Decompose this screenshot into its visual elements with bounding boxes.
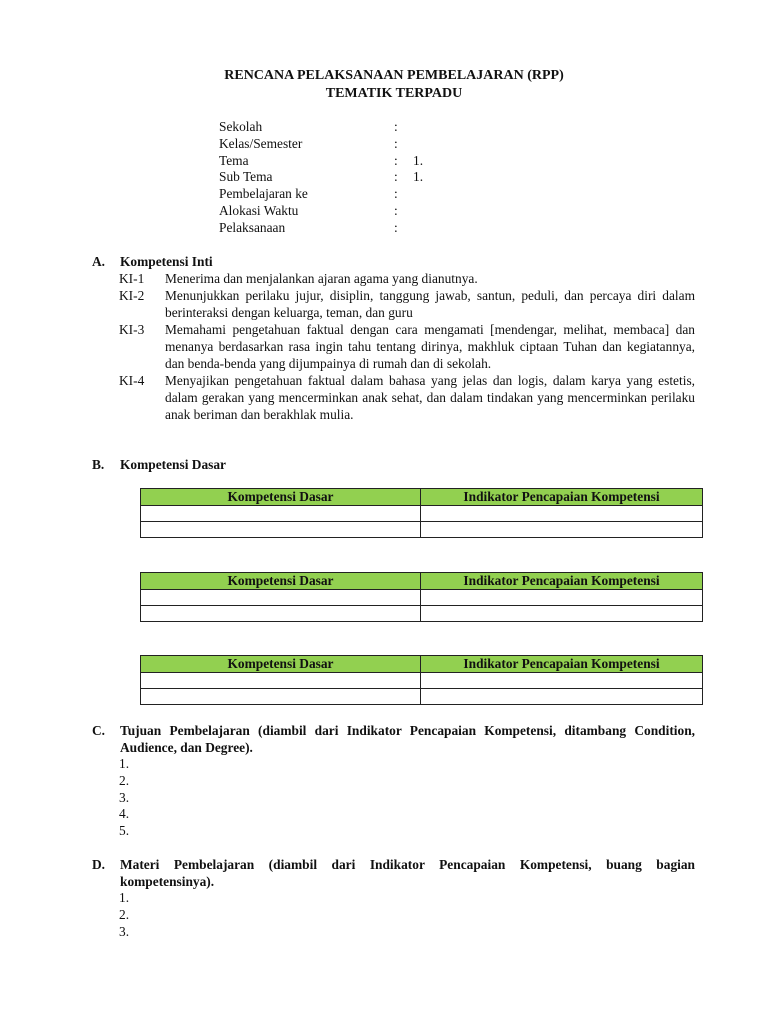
document-subtitle: TEMATIK TERPADU (325, 86, 463, 101)
table-cell[interactable] (421, 522, 703, 538)
ki-text: Menyajikan pengetahuan faktual dalam bahasa yang jelas dan logis, dalam karya yang estetis, dalam gerakan yang mencerminkan anak sehat, dan dalam tindakan yang mencerminkan perilaku anak beriman dan berakhlak mulia. (165, 373, 695, 422)
kd-table-3 (140, 655, 703, 705)
ki-item (119, 287, 695, 321)
table-cell[interactable] (421, 673, 703, 689)
meta-label: Pembelajaran ke (219, 186, 308, 202)
tujuan-list (119, 756, 129, 840)
meta-colon: : (394, 219, 398, 235)
meta-colon: : (394, 169, 398, 185)
table-cell[interactable] (421, 689, 703, 705)
meta-colon: : (394, 119, 398, 134)
table-row (141, 506, 703, 522)
list-item: 4. (119, 806, 130, 822)
section-a-heading (92, 253, 213, 270)
table-cell[interactable] (141, 606, 421, 622)
meta-label: Pelaksanaan (219, 219, 286, 235)
list-item: 1. (119, 890, 130, 905)
ki-code: KI-3 (119, 322, 145, 337)
meta-colon: : (394, 135, 398, 151)
table-cell[interactable] (141, 522, 421, 538)
ki-item (119, 372, 695, 423)
section-d-heading (92, 856, 695, 890)
materi-list (119, 890, 129, 940)
document-title: RENCANA PELAKSANAAN PEMBELAJARAN (RPP) (224, 68, 564, 83)
section-title: Kompetensi Inti (120, 254, 213, 269)
list-item: 2. (119, 772, 130, 788)
list-item: 1. (119, 756, 130, 771)
meta-label: Kelas/Semester (219, 135, 303, 151)
table-header-row (141, 573, 703, 590)
table-header-row (141, 656, 703, 673)
table-row (141, 606, 703, 622)
indikator-header-cell: Indikator Pencapaian Kompetensi (421, 656, 703, 673)
table-row (141, 673, 703, 689)
table-cell[interactable] (141, 590, 421, 606)
ki-item (119, 321, 695, 372)
kd-table-1 (140, 488, 703, 538)
section-title: Kompetensi Dasar (120, 457, 227, 472)
ki-list (119, 270, 695, 423)
table-cell[interactable] (421, 506, 703, 522)
ki-text: Memahami pengetahuan faktual dengan cara mengamati [mendengar, melihat, membaca] dan menanya berdasarkan rasa ingin tahu tentang dirinya, makhluk ciptaan Tuhan dan kegiatannya, dan benda-benda yang dijumpainya di rumah dan di sekolah. (165, 322, 695, 371)
kd-table-2 (140, 572, 703, 622)
section-c-heading (92, 722, 695, 756)
list-item: 3. (119, 789, 130, 805)
meta-colon: : (394, 202, 398, 218)
section-letter: C. (92, 723, 106, 738)
table-cell[interactable] (421, 590, 703, 606)
ki-code: KI-2 (119, 288, 145, 303)
meta-value: 1. (413, 169, 424, 185)
kd-header-cell: Kompetensi Dasar (141, 489, 421, 506)
list-item: 2. (119, 906, 130, 922)
table-row (141, 689, 703, 705)
indikator-header-cell: Indikator Pencapaian Kompetensi (421, 489, 703, 506)
table-header-row (141, 489, 703, 506)
list-item: 5. (119, 823, 130, 839)
meta-label: Sekolah (219, 119, 263, 134)
meta-label: Sub Tema (219, 169, 273, 185)
table-cell[interactable] (141, 689, 421, 705)
table-cell[interactable] (141, 673, 421, 689)
meta-colon: : (394, 152, 398, 168)
ki-text: Menunjukkan perilaku jujur, disiplin, tanggung jawab, santun, peduli, dan percaya diri dalam berinteraksi dengan keluarga, teman, dan guru (165, 288, 695, 320)
meta-label: Tema (219, 152, 249, 168)
table-cell[interactable] (141, 506, 421, 522)
list-item: 3. (119, 923, 130, 939)
meta-label: Alokasi Waktu (219, 202, 299, 218)
table-row (141, 522, 703, 538)
section-letter: D. (92, 857, 106, 872)
ki-code: KI-1 (119, 271, 145, 286)
section-letter: B. (92, 457, 105, 472)
meta-colon: : (394, 186, 398, 202)
section-b-heading (92, 456, 226, 473)
kd-header-cell: Kompetensi Dasar (141, 573, 421, 590)
section-letter: A. (92, 254, 106, 269)
indikator-header-cell: Indikator Pencapaian Kompetensi (421, 573, 703, 590)
ki-text: Menerima dan menjalankan ajaran agama yang dianutnya. (165, 271, 478, 286)
kd-header-cell: Kompetensi Dasar (141, 656, 421, 673)
section-title: Tujuan Pembelajaran (diambil dari Indikator Pencapaian Kompetensi, ditambang Condition, Audience, dan Degree). (120, 723, 695, 755)
ki-item (119, 270, 695, 287)
table-row (141, 590, 703, 606)
ki-code: KI-4 (119, 373, 145, 388)
section-title: Materi Pembelajaran (diambil dari Indikator Pencapaian Kompetensi, buang bagian kompetensinya). (120, 857, 695, 889)
table-cell[interactable] (421, 606, 703, 622)
meta-value: 1. (413, 152, 424, 168)
